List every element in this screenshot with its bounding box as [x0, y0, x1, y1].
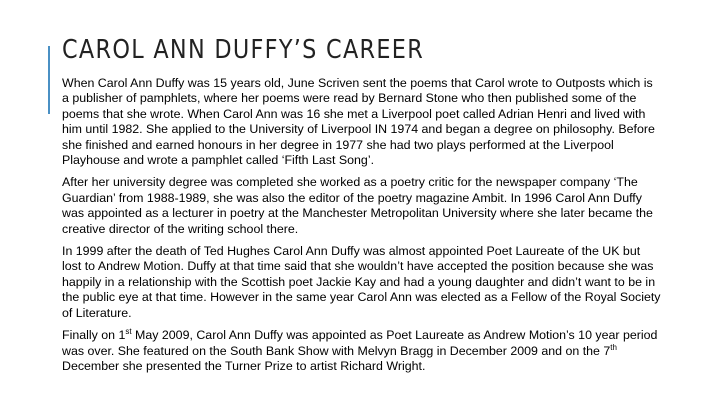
slide-body	[62, 76, 662, 381]
paragraph-university-career: After her university degree was completed she worked as a poetry critic for the newspaper company ‘The Guardian’ from 1988-1989, she was also the editor of the poetry magazine Ambit. In 1996 Carol Ann Duffy was appointed as a lecturer in poetry at the Manchester Metropolitan University where she later became the creative director of the writing school there.	[62, 175, 653, 236]
p4-text-part1: Finally on 1	[62, 328, 126, 343]
p4-superscript-th: th	[610, 342, 617, 352]
paragraph-1999-laureate: In 1999 after the death of Ted Hughes Carol Ann Duffy was almost appointed Poet Laureate of the UK but lost to Andrew Motion. Duffy at that time said that she wouldn’t have accepted the position because she was happily in a relationship with the Scottish poet Jackie Kay and had a young daughter and didn’t want to be in the public eye at that time. However in the same year Carol Ann was elected as a Fellow of the Royal Society of Literature.	[62, 244, 661, 320]
paragraph-early-life: When Carol Ann Duffy was 15 years old, June Scriven sent the poems that Carol wrote to Outposts which is a publisher of pamphlets, where her poems were read by Bernard Stone who then published some of the poems that she wrote. When Carol Ann was 16 she met a Liverpool poet called Adrian Henri and lived with him until 1982. She applied to the University of Liverpool IN 1974 and began a degree on philosophy. Before she finished and earned honours in her degree in 1977 she had two plays performed at the Liverpool Playhouse and wrote a pamphlet called ‘Fifth Last Song’.	[62, 76, 655, 168]
paragraph-2009-laureate	[62, 328, 662, 374]
slide-title: CAROL ANN DUFFY’S CAREER	[62, 35, 425, 65]
title-accent-bar	[48, 46, 50, 114]
p4-text-part3: December she presented the Turner Prize to artist Richard Wright.	[62, 358, 426, 373]
p4-text-part2: May 2009, Carol Ann Duffy was appointed as Poet Laureate as Andrew Motion’s 10 year period was over. She featured on the South Bank Show with Melvyn Bragg in December 2009 and on the 7	[62, 328, 658, 358]
p4-superscript-st: st	[125, 326, 132, 336]
